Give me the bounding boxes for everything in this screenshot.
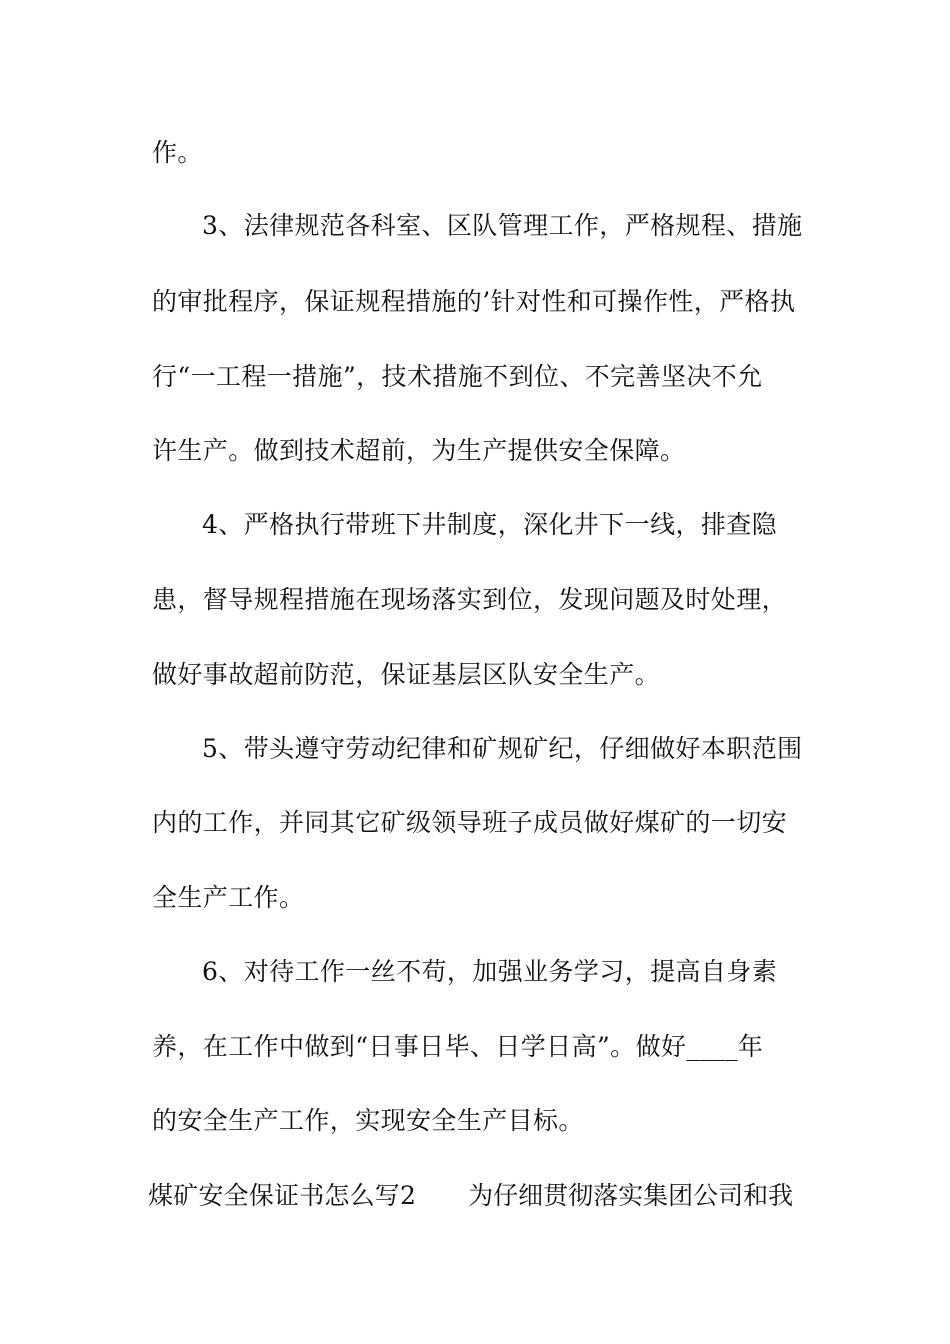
item-5-line-3: 全生产工作。 bbox=[152, 883, 305, 912]
section-text: 为仔细贯彻落实集团公司和我 bbox=[468, 1181, 794, 1210]
item-6-line-2: 养，在工作中做到“日事日毕、日学日高”。做好____年 bbox=[152, 1032, 764, 1061]
text-line-1: 作。 bbox=[152, 138, 203, 167]
item-5-line-2: 内的工作，并同其它矿级领导班子成员做好煤矿的一切安 bbox=[152, 808, 788, 837]
item-5-line-1: 5、带头遵守劳动纪律和矿规矿纪，仔细做好本职范围 bbox=[202, 734, 803, 763]
item-3-line-4: 许生产。做到技术超前，为生产提供安全保障。 bbox=[152, 436, 686, 465]
item-4-line-1: 4、严格执行带班下井制度，深化井下一线，排查隐 bbox=[202, 510, 778, 539]
item-3-line-2: 的审批程序，保证规程措施的’针对性和可操作性，严格执 bbox=[152, 287, 796, 316]
item-4-line-3: 做好事故超前防范，保证基层区队安全生产。 bbox=[152, 660, 661, 689]
item-4-line-2: 患，督导规程措施在现场落实到位，发现问题及时处理， bbox=[152, 585, 788, 614]
section-heading-line bbox=[148, 1181, 818, 1211]
item-3-line-1: 3、法律规范各科室、区队管理工作，严格规程、措施 bbox=[202, 211, 803, 240]
section-heading: 煤矿安全保证书怎么写2 bbox=[148, 1181, 417, 1210]
item-6-line-3: 的安全生产工作，实现安全生产目标。 bbox=[152, 1106, 584, 1135]
item-3-line-3: 行“一工程一措施”，技术措施不到位、不完善坚决不允 bbox=[152, 362, 763, 391]
item-6-line-1: 6、对待工作一丝不苟，加强业务学习，提高自身素 bbox=[202, 957, 778, 986]
